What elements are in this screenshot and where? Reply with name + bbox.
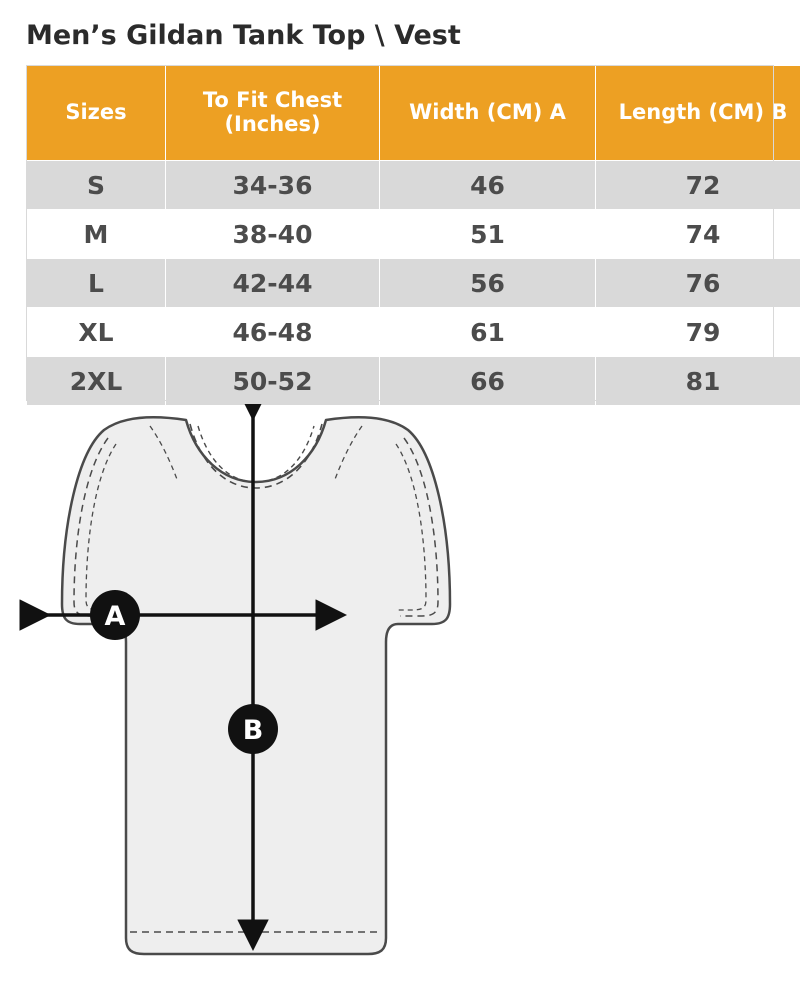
- column-header-sizes: Sizes: [27, 66, 166, 161]
- column-header-chest: To Fit Chest (Inches): [166, 66, 380, 161]
- cell-width: 66: [380, 357, 596, 406]
- cell-length: 76: [596, 259, 800, 308]
- column-header-length: Length (CM) B: [596, 66, 800, 161]
- cell-width: 51: [380, 210, 596, 259]
- cell-size: 2XL: [27, 357, 166, 406]
- cell-length: 81: [596, 357, 800, 406]
- badge-a-label: A: [105, 601, 126, 632]
- cell-size: L: [27, 259, 166, 308]
- cell-chest: 50-52: [166, 357, 380, 406]
- size-chart-table: [26, 65, 800, 406]
- cell-width: 46: [380, 161, 596, 210]
- cell-chest: 42-44: [166, 259, 380, 308]
- table-row: [27, 161, 800, 210]
- table-header-row: [27, 66, 800, 161]
- table-row: [27, 210, 800, 259]
- cell-chest: 34-36: [166, 161, 380, 210]
- cell-length: 79: [596, 308, 800, 357]
- table-row: [27, 357, 800, 406]
- cell-size: XL: [27, 308, 166, 357]
- cell-chest: 38-40: [166, 210, 380, 259]
- garment-diagram: [0, 404, 800, 985]
- cell-size: S: [27, 161, 166, 210]
- page-title: Men’s Gildan Tank Top \ Vest: [26, 20, 461, 51]
- cell-chest: 46-48: [166, 308, 380, 357]
- cell-length: 72: [596, 161, 800, 210]
- cell-width: 56: [380, 259, 596, 308]
- cell-width: 61: [380, 308, 596, 357]
- tank-top-outline: [62, 417, 450, 954]
- table-row: [27, 308, 800, 357]
- column-header-width: Width (CM) A: [380, 66, 596, 161]
- cell-size: M: [27, 210, 166, 259]
- cell-length: 74: [596, 210, 800, 259]
- table-row: [27, 259, 800, 308]
- badge-b-label: B: [243, 715, 264, 746]
